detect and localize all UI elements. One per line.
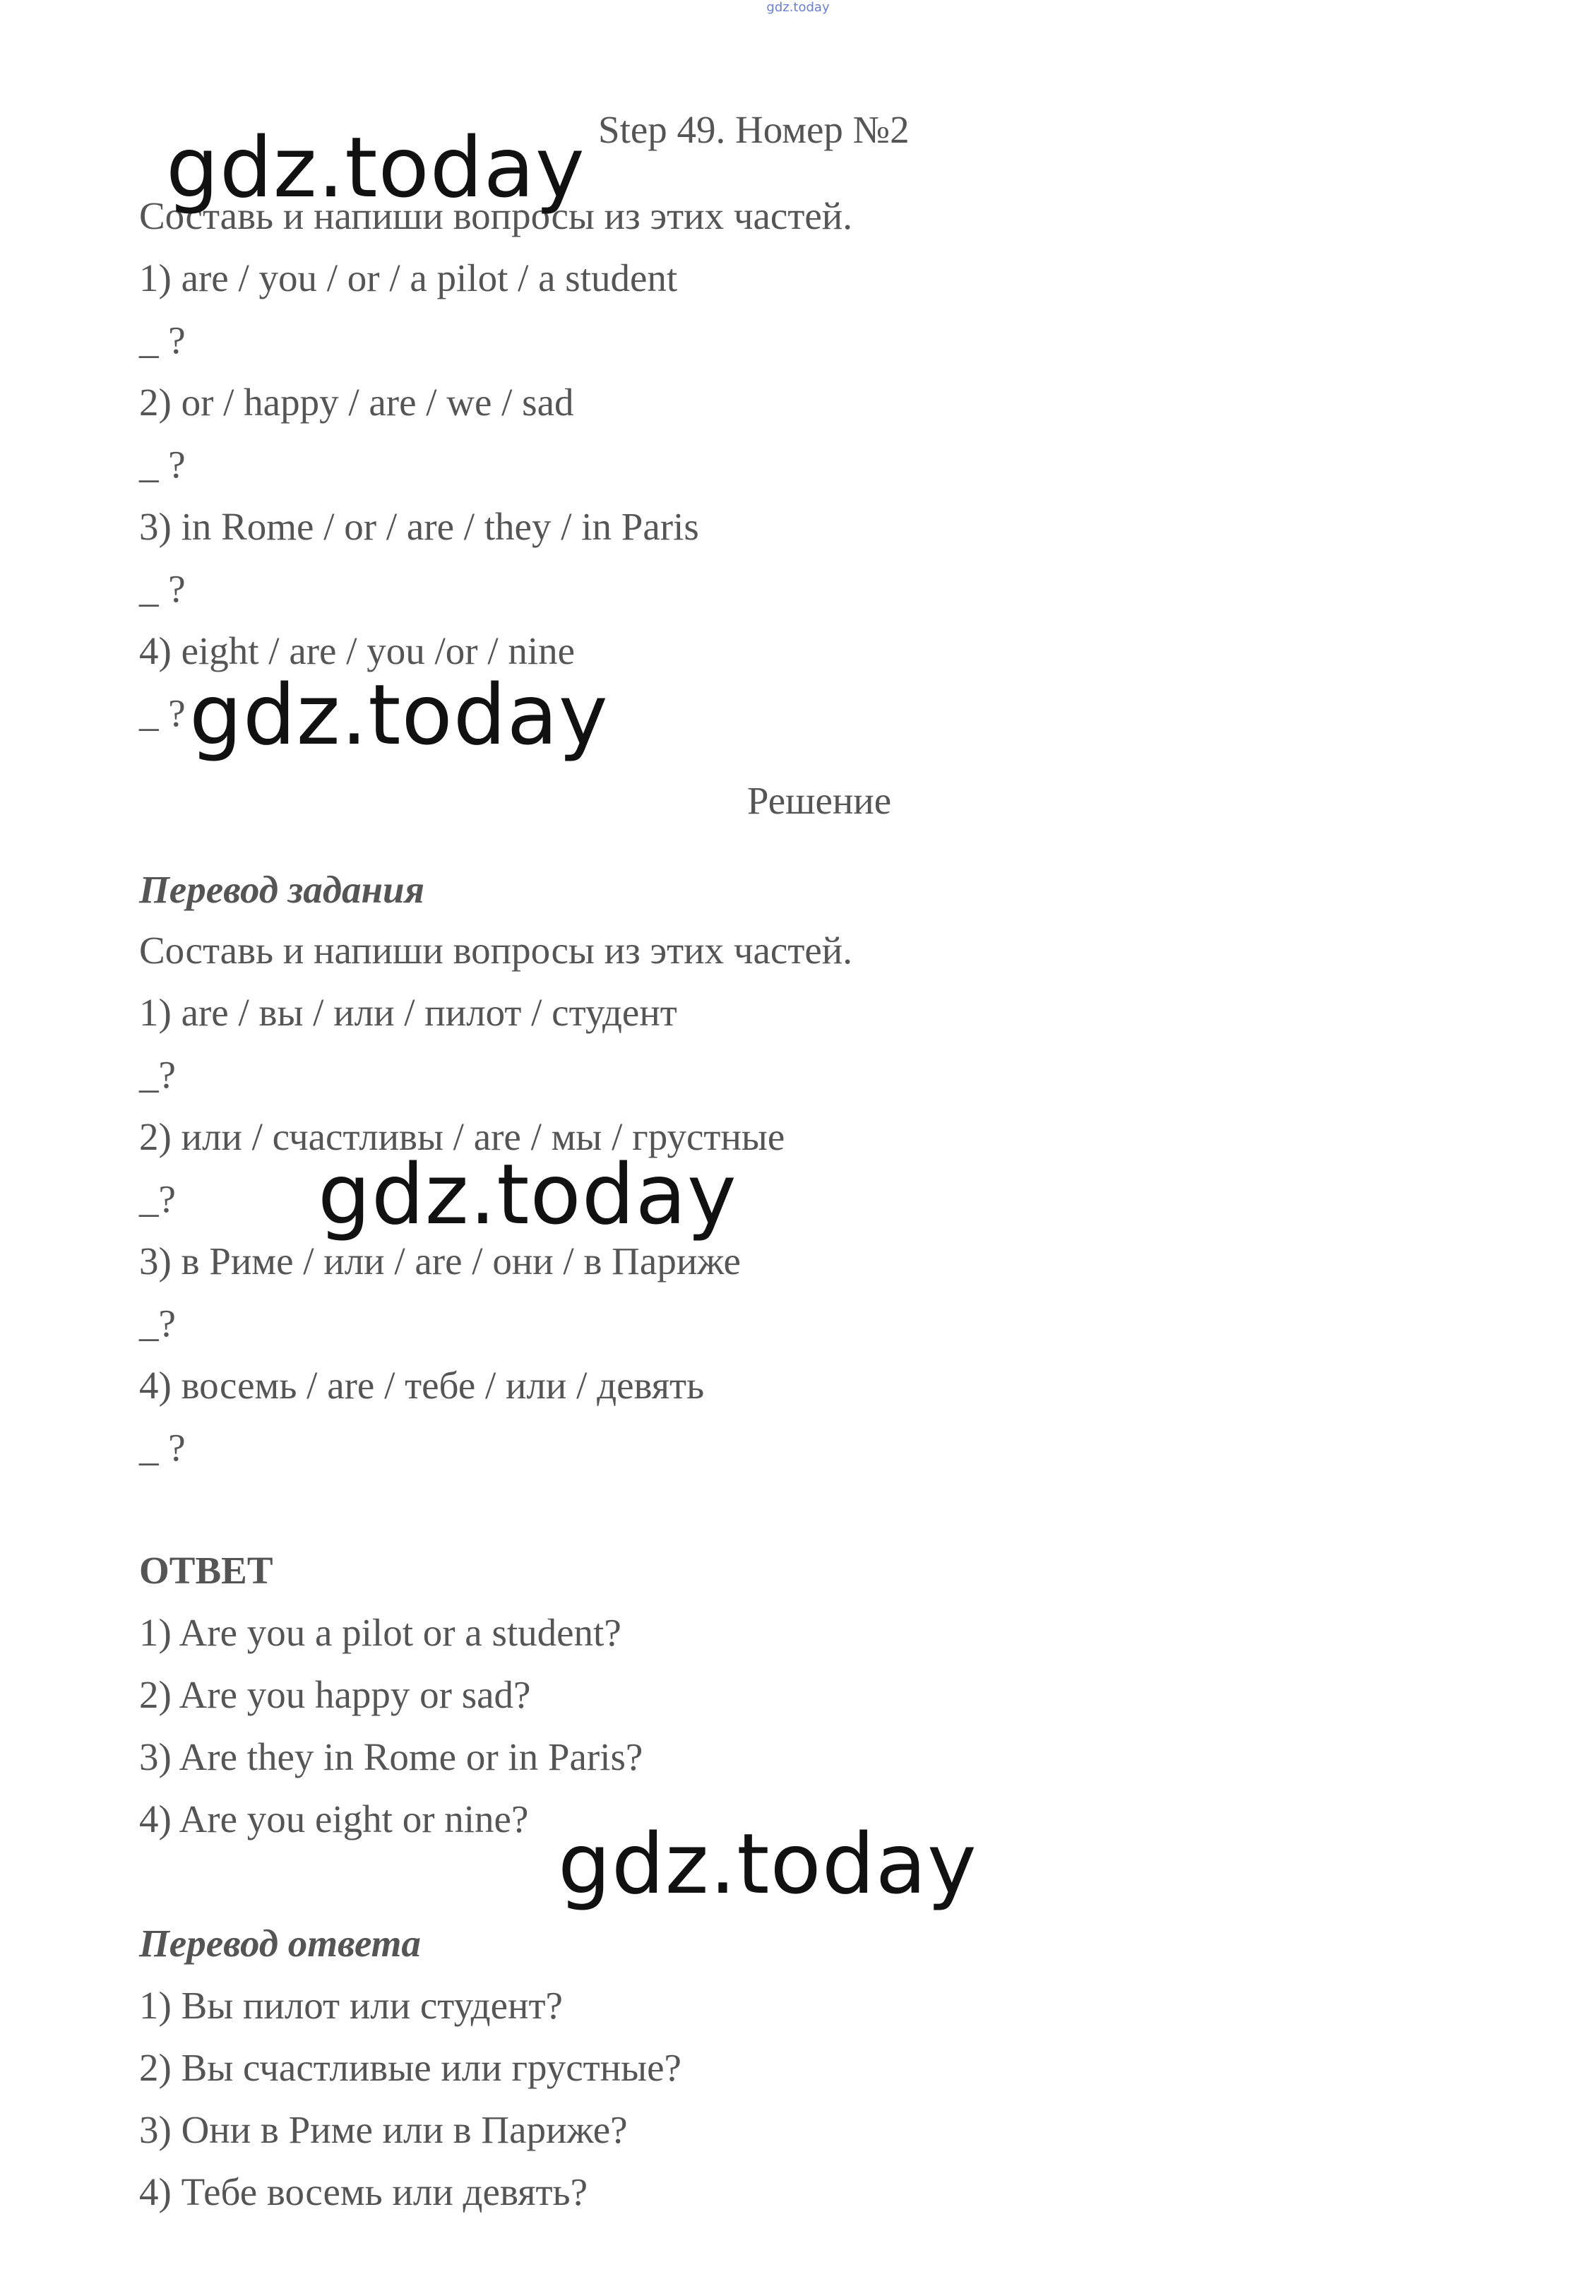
task-item-1: 1) are / you / or / a pilot / a student: [139, 256, 678, 299]
answer-item-3: 3) Are they in Rome or in Paris?: [139, 1735, 643, 1778]
answer-item-4: 4) Are you eight or nine?: [139, 1797, 529, 1840]
translation-item-4: 4) восемь / are / тебе / или / девять: [139, 1364, 705, 1407]
translation-item-2: 2) или / счастливы / are / мы / грустные: [139, 1115, 785, 1158]
answer-item-2: 2) Are you happy or sad?: [139, 1673, 531, 1716]
translation-item-3: 3) в Риме / или / are / они / в Париже: [139, 1239, 741, 1283]
answer-heading: ОТВЕТ: [139, 1549, 273, 1592]
watermark-1: gdz.today: [166, 119, 585, 216]
answer-translation-heading: Перевод ответа: [139, 1922, 421, 1965]
watermark-4: gdz.today: [558, 1815, 977, 1913]
answer-translation-item-2: 2) Вы счастливые или грустные?: [139, 2046, 681, 2089]
task-blank-2: _ ?: [139, 443, 186, 486]
translation-blank-3: _?: [139, 1302, 176, 1345]
page-title: Step 49. Номер №2: [598, 108, 910, 151]
answer-item-1: 1) Are you a pilot or a student?: [139, 1611, 621, 1654]
answer-translation-item-3: 3) Они в Риме или в Париже?: [139, 2108, 628, 2151]
task-item-2: 2) or / happy / are / we / sad: [139, 381, 574, 424]
translation-instruction: Составь и напиши вопросы из этих частей.: [139, 929, 852, 972]
translation-item-1: 1) are / вы / или / пилот / студент: [139, 991, 677, 1034]
translation-blank-4: _ ?: [139, 1426, 186, 1469]
solution-heading: Решение: [746, 779, 892, 822]
task-blank-1: _ ?: [139, 319, 186, 362]
watermark-3: gdz.today: [318, 1146, 737, 1243]
task-item-4: 4) eight / are / you /or / nine: [139, 629, 576, 672]
answer-translation-item-1: 1) Вы пилот или студент?: [139, 1984, 563, 2027]
translation-blank-2: _?: [139, 1177, 176, 1220]
task-blank-3: _ ?: [139, 567, 186, 610]
task-item-3: 3) in Rome / or / are / they / in Paris: [139, 505, 699, 548]
task-blank-4: _ ?: [139, 691, 186, 734]
top-watermark: gdz.today: [766, 0, 830, 15]
task-instruction: Составь и напиши вопросы из этих частей.: [139, 194, 852, 237]
answer-translation-item-4: 4) Тебе восемь или девять?: [139, 2170, 588, 2213]
translation-blank-1: _?: [139, 1053, 176, 1096]
watermark-2: gdz.today: [189, 666, 609, 763]
translation-heading: Перевод задания: [139, 868, 424, 911]
